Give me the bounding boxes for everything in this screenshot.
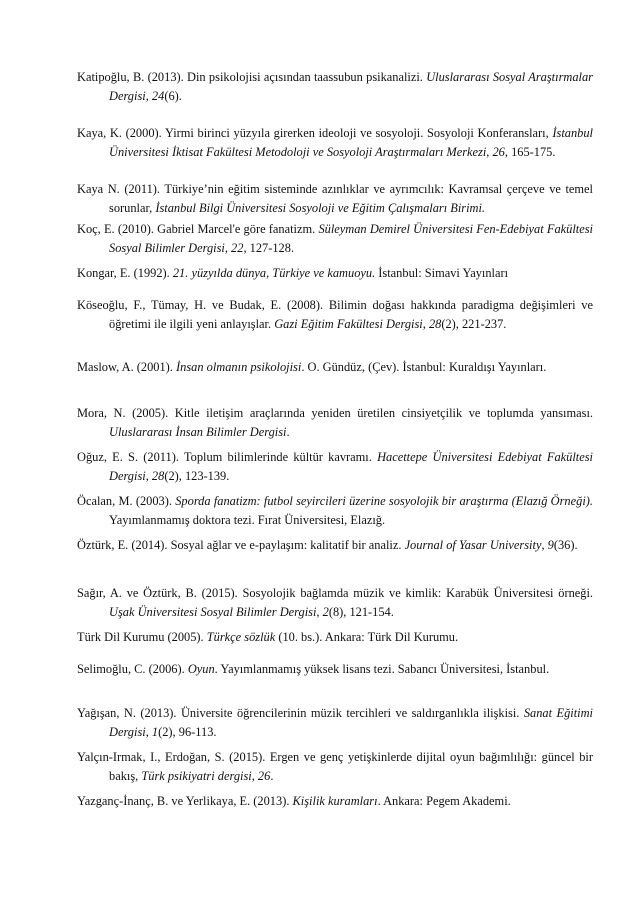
reference-text: ,	[541, 538, 548, 552]
reference-italic-text: Gazi Eğitim Fakültesi Dergisi, 28	[274, 317, 442, 331]
reference-text: İstanbul: Simavi Yayınları	[375, 266, 509, 280]
reference-text: (6).	[164, 89, 182, 103]
reference-text: (8), 121-154.	[328, 605, 394, 619]
reference-text: Yalçın-Irmak, I., Erdoğan, S. (2015). Ergen ve genç yetişkinlerde dijital oyun bağımlılığı: güncel bir bakış,	[77, 750, 593, 783]
reference-text: Oğuz, E. S. (2011). Toplum bilimlerinde kültür kavramı.	[77, 450, 378, 464]
reference-entry-oguz	[77, 448, 593, 486]
reference-text: Köseoğlu, F., Tümay, H. ve Budak, E. (2008). Bilimin doğası hakkında paradigma değişimleri ve öğretimi ile ilgili yeni anlayışlar.	[77, 298, 593, 331]
reference-entry-mora	[77, 404, 593, 442]
reference-italic-text: 2	[322, 605, 329, 619]
reference-italic-text: 21. yüzyılda dünya, Türkiye ve kamuoyu.	[172, 266, 376, 280]
reference-italic-text: 9	[547, 538, 554, 552]
reference-entry-sagir	[77, 584, 593, 622]
reference-italic-text: Oyun	[187, 662, 215, 676]
reference-entry-yalcin-irmak	[77, 748, 593, 786]
reference-text: .	[270, 769, 274, 783]
reference-text: . Ankara: Pegem Akademi.	[377, 794, 511, 808]
reference-text: Öcalan, M. (2003).	[77, 494, 176, 508]
reference-text: , 127-128.	[243, 241, 295, 255]
reference-text: Öztürk, E. (2014). Sosyal ağlar ve e-paylaşım: kalitatif bir analiz.	[77, 538, 405, 552]
reference-text: Yazganç-İnanç, B. ve Yerlikaya, E. (2013).	[77, 794, 293, 808]
reference-text: Koç, E. (2010). Gabriel Marcel'e göre fanatizm.	[77, 222, 319, 236]
reference-italic-text: Kişilik kuramları	[292, 794, 378, 808]
reference-text: (36).	[553, 538, 578, 552]
reference-entry-koseoglu	[77, 296, 593, 334]
reference-text: . O. Gündüz, (Çev). İstanbul: Kuraldışı Yayınları.	[301, 360, 547, 374]
reference-text: Kaya N. (2011). Türkiye’nin eğitim sisteminde azınlıklar ve ayrımcılık: Kavramsal çerçeve ve temel sorunlar,	[77, 182, 593, 215]
reference-entry-turk-dil-kurumu	[77, 628, 593, 647]
reference-text: ,	[316, 605, 323, 619]
reference-text: .	[286, 425, 290, 439]
reference-text: Yağışan, N. (2013). Üniversite öğrencilerinin müzik tercihleri ve saldırganlıkla ilişkisi.	[77, 706, 524, 720]
reference-italic-text: Uşak Üniversitesi Sosyal Bilimler Dergisi	[109, 605, 317, 619]
reference-italic-text: Türk psikiyatri dergisi, 26	[141, 769, 271, 783]
reference-italic-text: Uluslararası Sosyal Araştırmalar Dergisi, 24	[109, 70, 593, 103]
reference-text: Yayımlanmamış doktora tezi. Fırat Üniversitesi, Elazığ.	[109, 513, 386, 527]
reference-text: (2), 123-139.	[164, 469, 230, 483]
reference-text: 165-175.	[507, 145, 556, 159]
reference-italic-text: Journal of Yasar University	[404, 538, 542, 552]
reference-entry-kaya-n	[77, 180, 593, 218]
reference-entry-ocalan	[77, 492, 593, 530]
reference-text: Katipoğlu, B. (2013). Din psikolojisi açısından taassubun psikanalizi.	[77, 70, 427, 84]
reference-text: Selimoğlu, C. (2006).	[77, 662, 188, 676]
reference-text: Maslow, A. (2001).	[77, 360, 177, 374]
reference-entry-katipoglu	[77, 68, 593, 106]
reference-entry-yazganc-inanc	[77, 792, 593, 811]
reference-entry-selimoglu	[77, 660, 593, 679]
reference-entry-maslow	[77, 358, 561, 377]
reference-italic-text: İnsan olmanın psikolojisi	[176, 360, 302, 374]
reference-text: Kongar, E. (1992).	[77, 266, 173, 280]
reference-text: Sağır, A. ve Öztürk, B. (2015). Sosyolojik bağlamda müzik ve kimlik: Karabük Üniversitesi örneği.	[77, 586, 593, 600]
reference-italic-text: Sanat Eğitimi Dergisi, 1	[109, 706, 593, 739]
reference-text: Türk Dil Kurumu (2005).	[77, 630, 207, 644]
reference-text: Kaya, K. (2000). Yirmi birinci yüzyıla girerken ideoloji ve sosyoloji. Sosyoloji Konferansları,	[77, 126, 553, 140]
reference-text: Mora, N. (2005). Kitle iletişim araçlarında yeniden üretilen cinsiyetçilik ve toplumda yansıması.	[77, 406, 593, 420]
reference-text: (2), 221-237.	[441, 317, 507, 331]
reference-entry-yagisan	[77, 704, 593, 742]
reference-italic-text: Türkçe sözlük	[206, 630, 276, 644]
reference-italic-text: İstanbul Üniversitesi İktisat Fakültesi Metodoloji ve Sosyoloji Araştırmaları Merkezi, 26,	[109, 126, 593, 159]
reference-entry-kaya-k	[77, 124, 593, 162]
reference-italic-text: Uluslararası İnsan Bilimler Dergisi	[109, 425, 287, 439]
reference-italic-text: Sporda fanatizm: futbol seyircileri üzerine sosyolojik bir araştırma (Elazığ Örneği).	[175, 494, 593, 508]
reference-entry-kongar	[77, 264, 593, 283]
reference-italic-text: Hacettepe Üniversitesi Edebiyat Fakültesi Dergisi, 28	[109, 450, 594, 483]
reference-entry-ozturk	[77, 536, 593, 555]
reference-text: . Yayımlanmamış yüksek lisans tezi. Sabancı Üniversitesi, İstanbul.	[214, 662, 550, 676]
reference-text: (10. bs.). Ankara: Türk Dil Kurumu.	[275, 630, 459, 644]
reference-italic-text: Süleyman Demirel Üniversitesi Fen-Edebiyat Fakültesi Sosyal Bilimler Dergisi, 22	[109, 222, 593, 255]
reference-entry-koc	[77, 220, 593, 258]
reference-text: (2), 96-113.	[158, 725, 217, 739]
reference-italic-text: İstanbul Bilgi Üniversitesi Sosyoloji ve Eğitim Çalışmaları Birimi.	[155, 201, 486, 215]
